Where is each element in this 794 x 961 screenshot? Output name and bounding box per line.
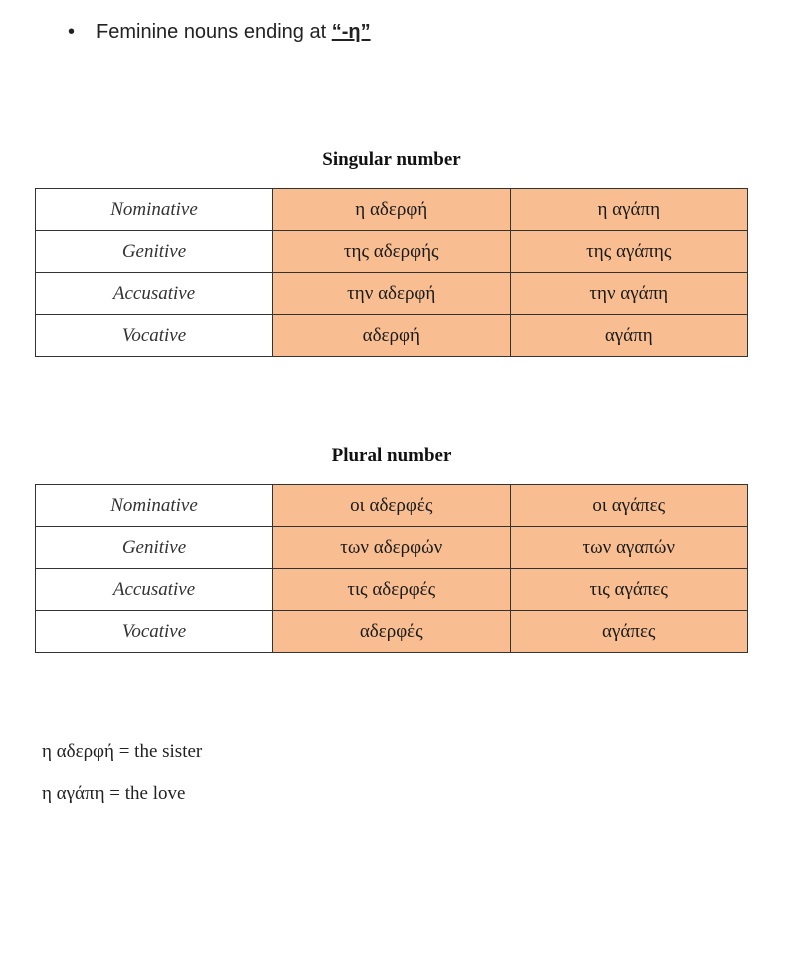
plural-table (35, 484, 748, 653)
bullet-icon: • (68, 21, 76, 43)
table-row (36, 231, 748, 273)
table-row (36, 569, 748, 611)
form-cell: των αγαπών (510, 527, 748, 569)
form-cell: αδερφή (273, 315, 511, 357)
form-cell: τις αγάπες (510, 569, 748, 611)
case-label: Accusative (36, 273, 273, 315)
table-row (36, 485, 748, 527)
gloss-term: η αγάπη = (42, 783, 125, 804)
form-cell: αγάπες (510, 611, 748, 653)
gloss-sister (42, 740, 202, 764)
case-label: Vocative (36, 315, 273, 357)
form-cell: των αδερφών (273, 527, 511, 569)
table-row (36, 315, 748, 357)
singular-table-title: Singular number (322, 149, 461, 170)
heading-text: Feminine nouns ending at (96, 21, 332, 43)
case-label: Genitive (36, 527, 273, 569)
singular-table (35, 188, 748, 357)
case-label: Genitive (36, 231, 273, 273)
form-cell: αδερφές (273, 611, 511, 653)
form-cell: την αδερφή (273, 273, 511, 315)
form-cell: της αγάπης (510, 231, 748, 273)
case-label: Accusative (36, 569, 273, 611)
form-cell: αγάπη (510, 315, 748, 357)
form-cell: οι αγάπες (510, 485, 748, 527)
form-cell: της αδερφής (273, 231, 511, 273)
form-cell: την αγάπη (510, 273, 748, 315)
form-cell: η αγάπη (510, 189, 748, 231)
table-row (36, 273, 748, 315)
gloss-meaning: the love (124, 783, 186, 804)
gloss-love (42, 782, 185, 806)
form-cell: οι αδερφές (273, 485, 511, 527)
table-row (36, 189, 748, 231)
section-heading (68, 18, 371, 46)
case-label: Vocative (36, 611, 273, 653)
heading-ending: “-η” (331, 21, 371, 43)
plural-table-title: Plural number (331, 445, 452, 466)
case-label: Nominative (36, 485, 273, 527)
form-cell: η αδερφή (273, 189, 511, 231)
table-row (36, 527, 748, 569)
case-label: Nominative (36, 189, 273, 231)
gloss-meaning: the sister (134, 741, 203, 762)
form-cell: τις αδερφές (273, 569, 511, 611)
table-row (36, 611, 748, 653)
gloss-term: η αδερφή = (42, 741, 135, 762)
